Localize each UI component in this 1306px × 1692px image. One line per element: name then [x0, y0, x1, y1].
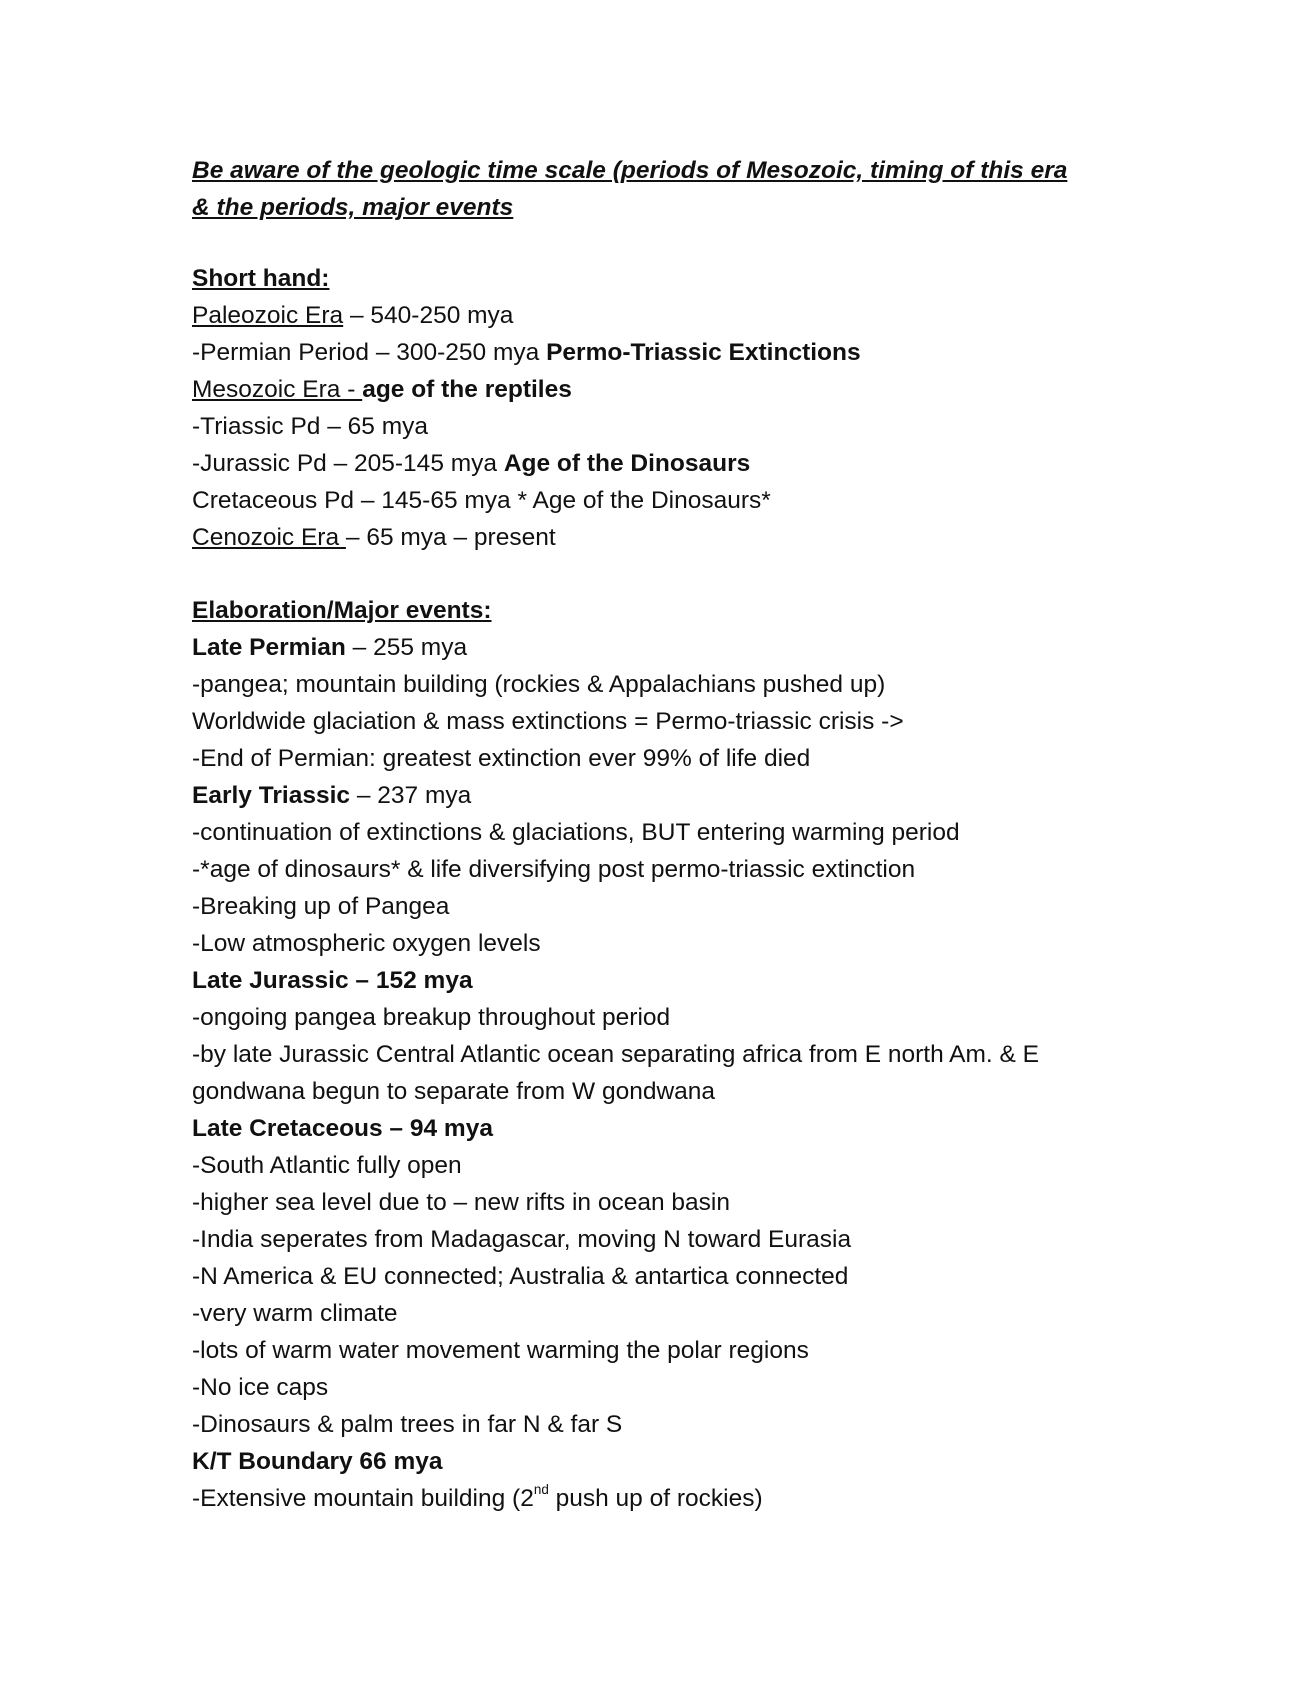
early-triassic-heading-date: – 237 mya	[350, 782, 472, 809]
late-permian-heading-date: – 255 mya	[345, 634, 468, 661]
late-cretaceous-item: -Dinosaurs & palm trees in far N & far S	[192, 1411, 623, 1438]
late-jurassic-item: -by late Jurassic Central Atlantic ocean separating africa from E north Am. & E gondwana begun to separate from W gondwana	[192, 1041, 1039, 1105]
late-permian-item: Worldwide glaciation & mass extinctions = Permo-triassic crisis ->	[192, 708, 904, 735]
spacer	[192, 226, 1122, 260]
paleozoic-line	[192, 297, 1122, 334]
title-line-2: & the periods, major events	[192, 194, 514, 221]
paleozoic-era-label: Paleozoic Era	[192, 302, 344, 329]
late-cretaceous-item: -India seperates from Madagascar, moving N toward Eurasia	[192, 1226, 852, 1253]
late-permian-item: -pangea; mountain building (rockies & Appalachians pushed up)	[192, 671, 886, 698]
paleozoic-era-dates: – 540-250 mya	[343, 302, 514, 329]
late-cretaceous-item: -South Atlantic fully open	[192, 1152, 462, 1179]
shorthand-heading: Short hand:	[192, 265, 330, 292]
spacer	[192, 556, 1122, 592]
title-line-1: Be aware of the geologic time scale (periods of Mesozoic, timing of this era	[192, 157, 1068, 184]
late-cretaceous-item: -No ice caps	[192, 1374, 329, 1401]
permian-period-text: -Permian Period – 300-250 mya	[192, 339, 547, 366]
late-cretaceous-heading: Late Cretaceous – 94 mya	[192, 1115, 493, 1142]
document-title	[192, 152, 1122, 226]
permian-line	[192, 334, 1122, 371]
mesozoic-line	[192, 371, 1122, 408]
cenozoic-era-label: Cenozoic Era	[192, 524, 346, 551]
late-cretaceous-item: -N America & EU connected; Australia & antartica connected	[192, 1263, 849, 1290]
triassic-line: -Triassic Pd – 65 mya	[192, 413, 428, 440]
mesozoic-era-label: Mesozoic Era -	[192, 376, 363, 403]
permian-period-bold: Permo-Triassic Extinctions	[546, 339, 861, 366]
mesozoic-era-bold: age of the reptiles	[362, 376, 572, 403]
kt-boundary-heading: K/T Boundary 66 mya	[192, 1448, 443, 1475]
cenozoic-line	[192, 519, 1122, 556]
late-cretaceous-item: -very warm climate	[192, 1300, 398, 1327]
early-triassic-heading	[192, 777, 1122, 814]
kt-boundary-item-prefix: -Extensive mountain building (2	[192, 1485, 534, 1512]
late-permian-heading	[192, 629, 1122, 666]
cenozoic-era-dates: – 65 mya – present	[345, 524, 556, 551]
document-content	[192, 152, 1122, 1517]
late-jurassic-item: -ongoing pangea breakup throughout period	[192, 1004, 671, 1031]
kt-boundary-item	[192, 1480, 1122, 1517]
late-permian-heading-bold: Late Permian	[192, 634, 346, 661]
elaboration-heading: Elaboration/Major events:	[192, 597, 492, 624]
late-permian-item: -End of Permian: greatest extinction ever 99% of life died	[192, 745, 811, 772]
early-triassic-item: -Breaking up of Pangea	[192, 893, 450, 920]
jurassic-line	[192, 445, 1122, 482]
early-triassic-item: -Low atmospheric oxygen levels	[192, 930, 541, 957]
cretaceous-line: Cretaceous Pd – 145-65 mya * Age of the Dinosaurs*	[192, 487, 771, 514]
jurassic-period-text: -Jurassic Pd – 205-145 mya	[192, 450, 504, 477]
early-triassic-heading-bold: Early Triassic	[192, 782, 351, 809]
late-cretaceous-item: -lots of warm water movement warming the polar regions	[192, 1337, 809, 1364]
early-triassic-item: -*age of dinosaurs* & life diversifying post permo-triassic extinction	[192, 856, 916, 883]
kt-boundary-item-suffix: push up of rockies)	[548, 1485, 763, 1512]
late-jurassic-heading: Late Jurassic – 152 mya	[192, 967, 473, 994]
late-cretaceous-item: -higher sea level due to – new rifts in ocean basin	[192, 1189, 730, 1216]
kt-boundary-item-superscript: nd	[533, 1482, 549, 1498]
jurassic-period-bold: Age of the Dinosaurs	[503, 450, 751, 477]
early-triassic-item: -continuation of extinctions & glaciations, BUT entering warming period	[192, 819, 960, 846]
